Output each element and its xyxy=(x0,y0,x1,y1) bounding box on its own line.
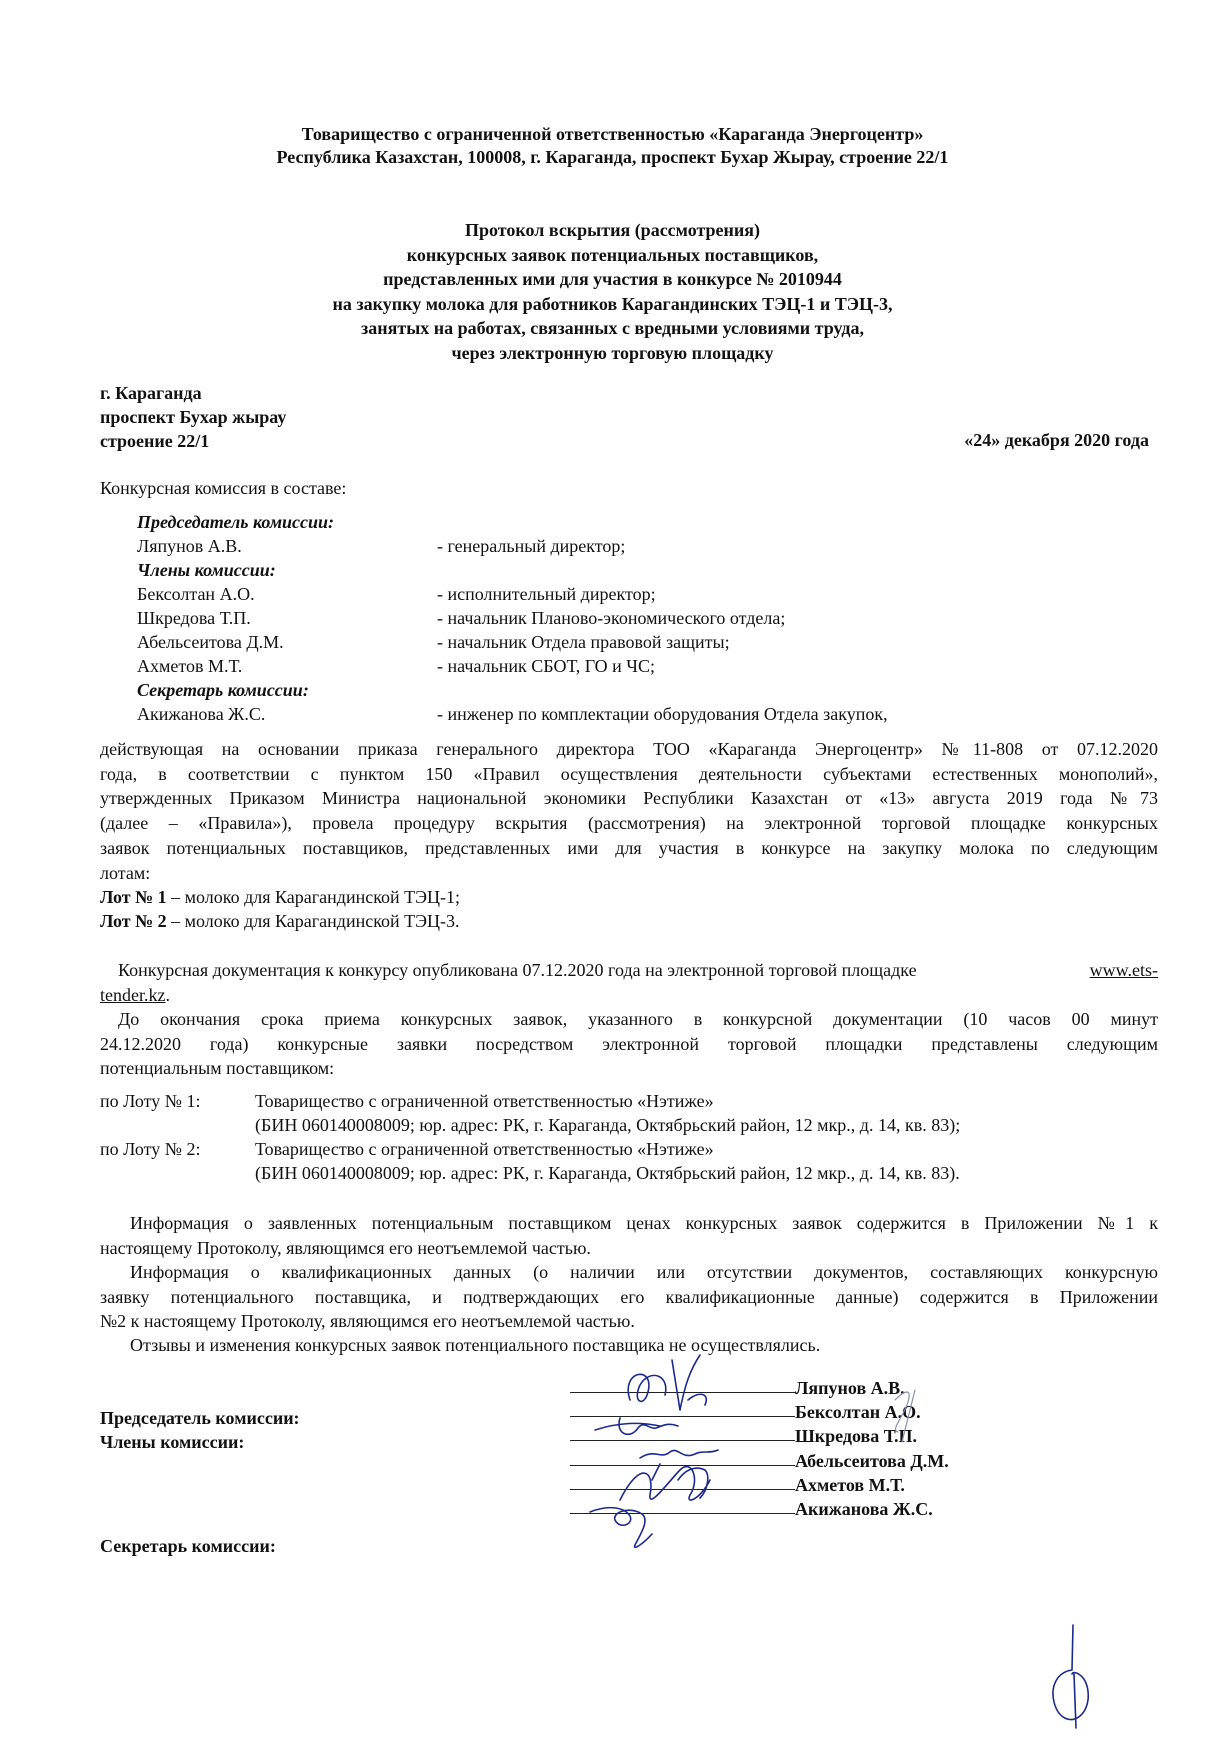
commission-intro: Конкурсная комиссия в составе: xyxy=(100,478,347,498)
paragraph-line: потенциальным поставщиком: xyxy=(100,1058,335,1078)
paragraph-line: 24.12.2020 года) конкурсные заявки посредством электронной торговой площадки представлены следующим xyxy=(100,1033,1158,1054)
paragraph-prices xyxy=(100,1211,1158,1260)
handwritten-initial xyxy=(1040,1620,1110,1730)
lot-2-text: – молоко для Карагандинской ТЭЦ-3. xyxy=(166,911,460,931)
paragraph-line: До окончания срока приема конкурсных заявок, указанного в конкурсной документации (10 часов 00 минут xyxy=(118,1009,1158,1029)
paragraph-line: утвержденных Приказом Министра национальной экономики Республики Казахстан от «13» августа 2019 года №73 xyxy=(100,788,1158,809)
sig-name: Акижанова Ж.С. xyxy=(795,1499,933,1519)
place-building: строение 22/1 xyxy=(100,431,210,451)
protocol-date: «24» декабря 2020 года xyxy=(964,430,1149,450)
paragraph-line: настоящему Протоколу, являющимся его неотъемлемой частью. xyxy=(100,1237,591,1258)
paragraph-line: Информация о квалификационных данных (о наличии или отсутствии документов, составляющих конкурсную xyxy=(130,1262,1158,1282)
paragraph-line: заявок потенциальных поставщиков, представленных ими для участия в конкурсе на закупку молока по следующим xyxy=(100,837,1158,858)
sig-chair-label: Председатель комиссии: xyxy=(100,1408,300,1428)
title-line: Протокол вскрытия (рассмотрения) xyxy=(465,220,760,240)
paragraph-line: года, в соответствии с пунктом 150 «Правил осуществления деятельности субъектами естественных монополий», xyxy=(100,763,1158,784)
chair-role: Председатель комиссии: xyxy=(137,512,335,532)
member-name: Акижанова Ж.С. xyxy=(137,704,266,724)
handwritten-signatures xyxy=(560,1330,980,1560)
members-role: Члены комиссии: xyxy=(137,560,276,580)
bid-supplier-details: (БИН 060140008009; юр. адрес: РК, г. Караганда, Октябрьский район, 12 мкр., д. 14, кв. 83). xyxy=(255,1163,960,1183)
sig-secretary-label: Секретарь комиссии: xyxy=(100,1536,276,1556)
paragraph-line: Информация о заявленных потенциальным поставщиком ценах конкурсных заявок содержится в Приложении №1 к xyxy=(130,1213,1158,1233)
paragraph-line: лотам: xyxy=(100,862,151,883)
member-name: Бексолтан А.О. xyxy=(137,584,255,604)
paragraph-line: №2 к настоящему Протоколу, являющимся его неотъемлемой частью. xyxy=(100,1311,635,1331)
bid-lot-label: по Лоту № 2: xyxy=(100,1139,201,1159)
place-street: проспект Бухар жырау xyxy=(100,407,287,427)
sig-name: Ляпунов А.В. xyxy=(795,1378,905,1398)
bid-supplier: Товарищество с ограниченной ответственностью «Нэтиже» xyxy=(255,1091,714,1111)
bid-supplier: Товарищество с ограниченной ответственностью «Нэтиже» xyxy=(255,1139,714,1159)
title-line: представленных ими для участия в конкурсе № 2010944 xyxy=(383,269,842,289)
sig-name: Абельсеитова Д.М. xyxy=(795,1451,949,1471)
lot-1-label: Лот № 1 xyxy=(100,887,167,907)
lot-1 xyxy=(100,886,460,909)
paragraph-line: Конкурсная документация к конкурсу опубликована 07.12.2020 года на электронной торговой площадке xyxy=(118,960,917,980)
lot-2-label: Лот № 2 xyxy=(100,911,167,931)
paragraph-end: . xyxy=(165,984,170,1005)
member-position: - начальник Планово-экономического отдела; xyxy=(437,608,786,628)
lot-1-text: – молоко для Карагандинской ТЭЦ-1; xyxy=(166,887,461,907)
member-position: - генеральный директор; xyxy=(437,536,626,556)
sig-name: Шкредова Т.П. xyxy=(795,1426,917,1446)
org-name: Товарищество с ограниченной ответственностью «Караганда Энергоцентр» xyxy=(301,124,924,144)
member-position: - инженер по комплектации оборудования Отдела закупок, xyxy=(437,704,888,724)
member-name: Шкредова Т.П. xyxy=(137,608,251,628)
sig-members-label: Члены комиссии: xyxy=(100,1432,245,1452)
secretary-role: Секретарь комиссии: xyxy=(137,680,309,700)
paragraph-deadline xyxy=(100,1007,1158,1081)
sig-name: Ахметов М.Т. xyxy=(795,1475,905,1495)
member-name: Абельсеитова Д.М. xyxy=(137,632,284,652)
title-line: занятых на работах, связанных с вредными условиями труда, xyxy=(361,318,864,338)
title-line: через электронную торговую площадку xyxy=(451,342,774,363)
bid-supplier-details: (БИН 060140008009; юр. адрес: РК, г. Караганда, Октябрьский район, 12 мкр., д. 14, кв. 83); xyxy=(255,1115,961,1135)
org-address: Республика Казахстан, 100008, г. Караганда, проспект Бухар Жырау, строение 22/1 xyxy=(276,147,949,168)
paragraph-line: действующая на основании приказа генерального директора ТОО «Караганда Энергоцентр» №11-808 от 07.12.2020 xyxy=(100,739,1158,759)
paragraph-line: (далее – «Правила»), провела процедуру вскрытия (рассмотрения) на электронной торговой площадке конкурсных xyxy=(100,813,1158,834)
place-city: г. Караганда xyxy=(100,383,202,403)
member-name: Ляпунов А.В. xyxy=(137,536,242,556)
ets-tender-link-continued[interactable]: tender.kz xyxy=(100,984,166,1005)
org-header xyxy=(0,123,1225,170)
protocol-title xyxy=(0,218,1225,365)
paragraph-line: заявку потенциального поставщика, и подтверждающих его квалификационные данные) содержится в Приложении xyxy=(100,1286,1158,1307)
member-position: - исполнительный директор; xyxy=(437,584,656,604)
paragraph-procedure xyxy=(100,737,1158,885)
lot-2 xyxy=(100,910,460,933)
member-position: - начальник СБОТ, ГО и ЧС; xyxy=(437,656,656,676)
title-line: на закупку молока для работников Карагандинских ТЭЦ-1 и ТЭЦ-3, xyxy=(332,293,893,314)
member-name: Ахметов М.Т. xyxy=(137,656,243,676)
paragraph-qualification xyxy=(100,1260,1158,1334)
place-block xyxy=(100,381,286,453)
bid-lot-label: по Лоту № 1: xyxy=(100,1091,201,1111)
member-position: - начальник Отдела правовой защиты; xyxy=(437,632,730,652)
title-line: конкурсных заявок потенциальных поставщиков, xyxy=(406,244,819,265)
paragraph-withdrawals: Отзывы и изменения конкурсных заявок потенциального поставщика не осуществлялись. xyxy=(130,1335,821,1355)
ets-tender-link[interactable]: www.ets- xyxy=(1089,960,1158,980)
paragraph-publication xyxy=(100,958,1158,1007)
sig-name: Бексолтан А.О. xyxy=(795,1402,921,1422)
